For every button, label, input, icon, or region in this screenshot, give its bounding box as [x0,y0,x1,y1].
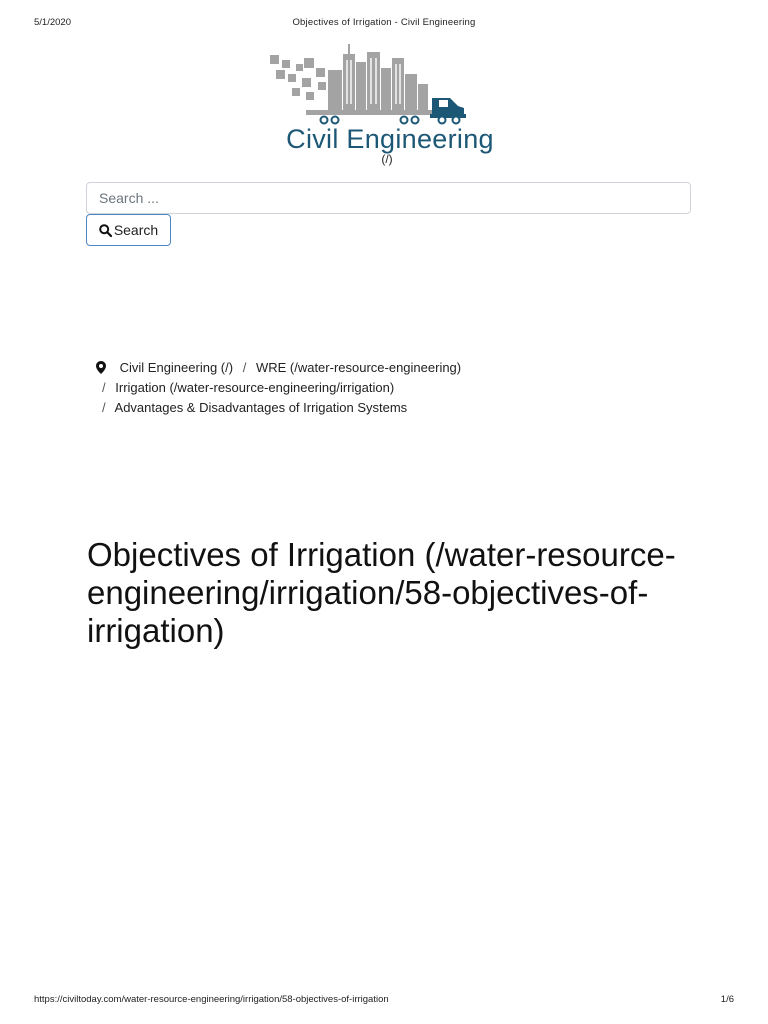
breadcrumb-item-civil-engineering[interactable]: Civil Engineering (/) [119,360,234,375]
print-date: 5/1/2020 [34,17,71,28]
search-input[interactable] [86,182,691,214]
breadcrumb-separator: / [102,380,106,395]
print-title: Objectives of Irrigation - Civil Engineering [292,17,476,28]
search-icon [99,224,112,237]
logo-wordmark: Civil Engineering [286,124,494,154]
breadcrumb-item-advantages[interactable]: Advantages & Disadvantages of Irrigation Systems [114,400,408,415]
page-title[interactable]: Objectives of Irrigation (/water-resource-engineering/irrigation/58-objectives-of-irrigation) [87,536,676,649]
breadcrumb-item-wre[interactable]: WRE (/water-resource-engineering) [255,360,462,375]
print-header [0,17,768,31]
search-button-label: Search [113,222,159,238]
map-pin-icon [96,361,106,374]
breadcrumb-separator: / [102,400,106,415]
breadcrumb-item-irrigation[interactable]: Irrigation (/water-resource-engineering/irrigation) [115,380,395,395]
search-button[interactable] [86,214,171,246]
city-truck-logo-icon [244,40,534,130]
print-url: https://civiltoday.com/water-resource-engineering/irrigation/58-objectives-of-irrigation [34,994,389,1005]
print-footer [0,994,768,1008]
print-page-number: 1/6 [720,994,734,1005]
breadcrumb-separator: / [242,360,247,375]
logo-link-text[interactable]: (/) [381,152,393,166]
